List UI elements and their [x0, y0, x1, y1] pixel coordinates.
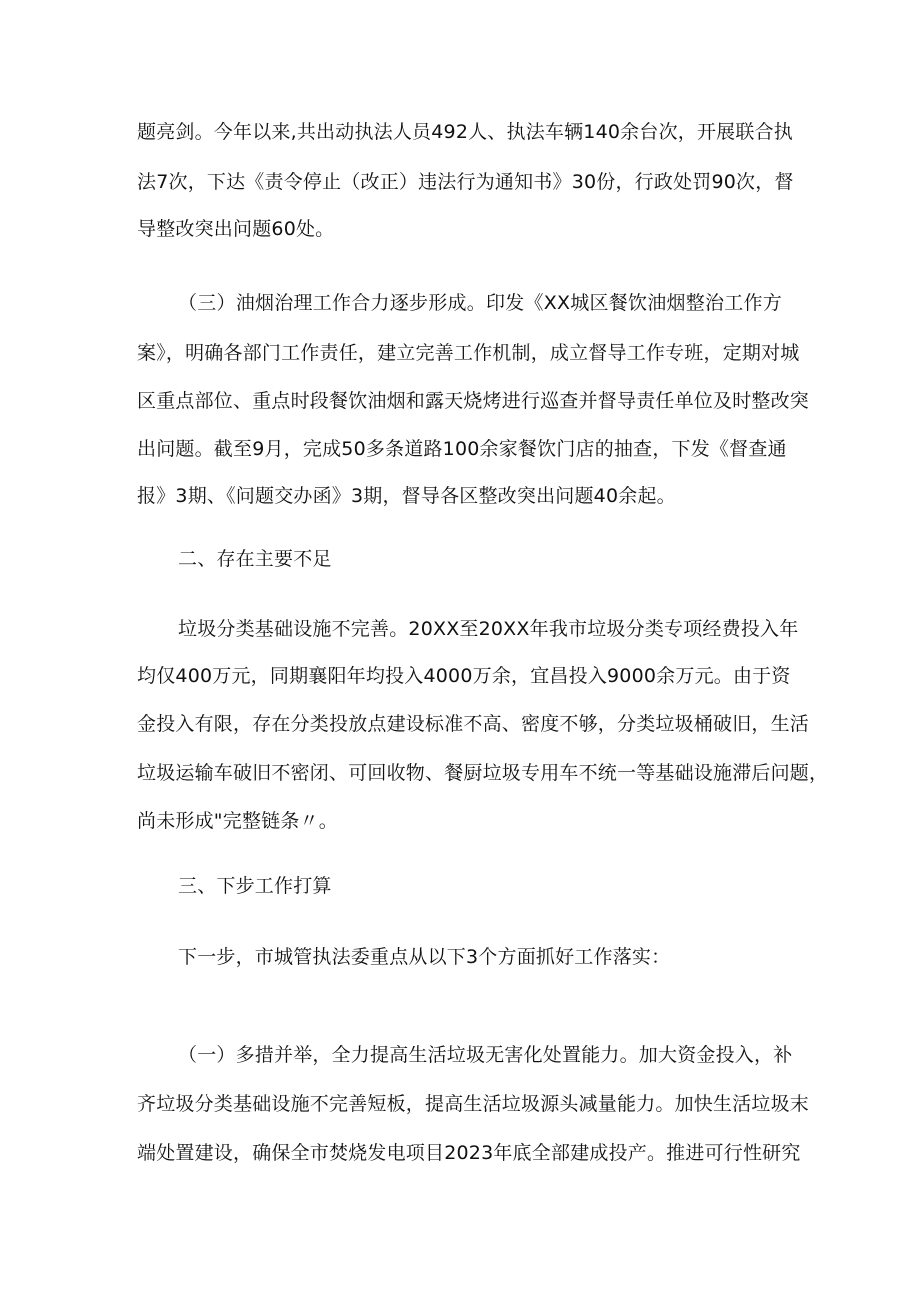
paragraph-line	[0, 753, 920, 793]
line-text: 导整改突出问题60处。	[137, 218, 335, 240]
section-heading	[0, 866, 920, 906]
paragraph-line	[0, 656, 920, 696]
paragraph-line	[0, 209, 920, 249]
paragraph-line	[0, 283, 920, 323]
paragraph-line	[0, 333, 920, 373]
line-text: 垃圾分类基础设施不完善。20XX至20XX年我市垃圾分类专项经费投入年	[178, 618, 799, 640]
line-text: （一）多措并举，全力提高生活垃圾无害化处置能力。加大资金投入，补	[178, 1044, 793, 1066]
paragraph-line	[0, 1133, 920, 1173]
line-text: 报》3期、《问题交办函》3期，督导各区整改突出问题40余起。	[137, 485, 676, 507]
paragraph-line	[0, 1035, 920, 1075]
line-text: 案》，明确各部门工作责任，建立完善工作机制，成立督导工作专班，定期对城	[137, 342, 800, 364]
paragraph-line	[0, 704, 920, 744]
line-text: 均仅400万元，同期襄阳年均投入4000万余，宜昌投入9000余万元。由于资	[137, 665, 791, 687]
paragraph-line	[0, 162, 920, 202]
line-text: 尚未形成"完整链条〃。	[137, 810, 338, 832]
line-text: 端处置建设，确保全市焚烧发电项目2023年底全部建成投产。推进可行性研究	[137, 1142, 801, 1164]
heading-text: 三、下步工作打算	[178, 875, 332, 897]
line-text: 齐垃圾分类基础设施不完善短板，提高生活垃圾源头减量能力。加快生活垃圾末	[137, 1093, 810, 1115]
section-heading	[0, 539, 920, 579]
paragraph-line	[0, 937, 920, 977]
heading-text: 二、存在主要不足	[178, 548, 332, 570]
paragraph-line	[0, 476, 920, 516]
paragraph-line	[0, 112, 920, 152]
line-text: 金投入有限，存在分类投放点建设标准不高、密度不够，分类垃圾桶破旧，生活	[137, 713, 810, 735]
line-text: 垃圾运输车破旧不密闭、可回收物、餐厨垃圾专用车不统一等基础设施滞后问题，	[137, 762, 829, 784]
paragraph-line	[0, 609, 920, 649]
line-text: 下一步，市城管执法委重点从以下3个方面抓好工作落实：	[178, 946, 671, 968]
paragraph-line	[0, 1084, 920, 1124]
line-text: 题亮剑。今年以来,共出动执法人员492人、执法车辆140余台次，开展联合执	[137, 121, 793, 143]
line-text: （三）油烟治理工作合力逐步形成。印发《XX城区餐饮油烟整治工作方	[178, 292, 782, 314]
line-text: 出问题。截至9月，完成50多条道路100余家餐饮门店的抽查，下发《督查通	[137, 438, 787, 460]
paragraph-line	[0, 801, 920, 841]
paragraph-line	[0, 429, 920, 469]
line-text: 法7次，下达《责令停止（改正）违法行为通知书》30份，行政处罚90次，督	[137, 171, 794, 193]
line-text: 区重点部位、重点时段餐饮油烟和露天烧烤进行巡查并督导责任单位及时整改突	[137, 390, 810, 412]
paragraph-line	[0, 381, 920, 421]
